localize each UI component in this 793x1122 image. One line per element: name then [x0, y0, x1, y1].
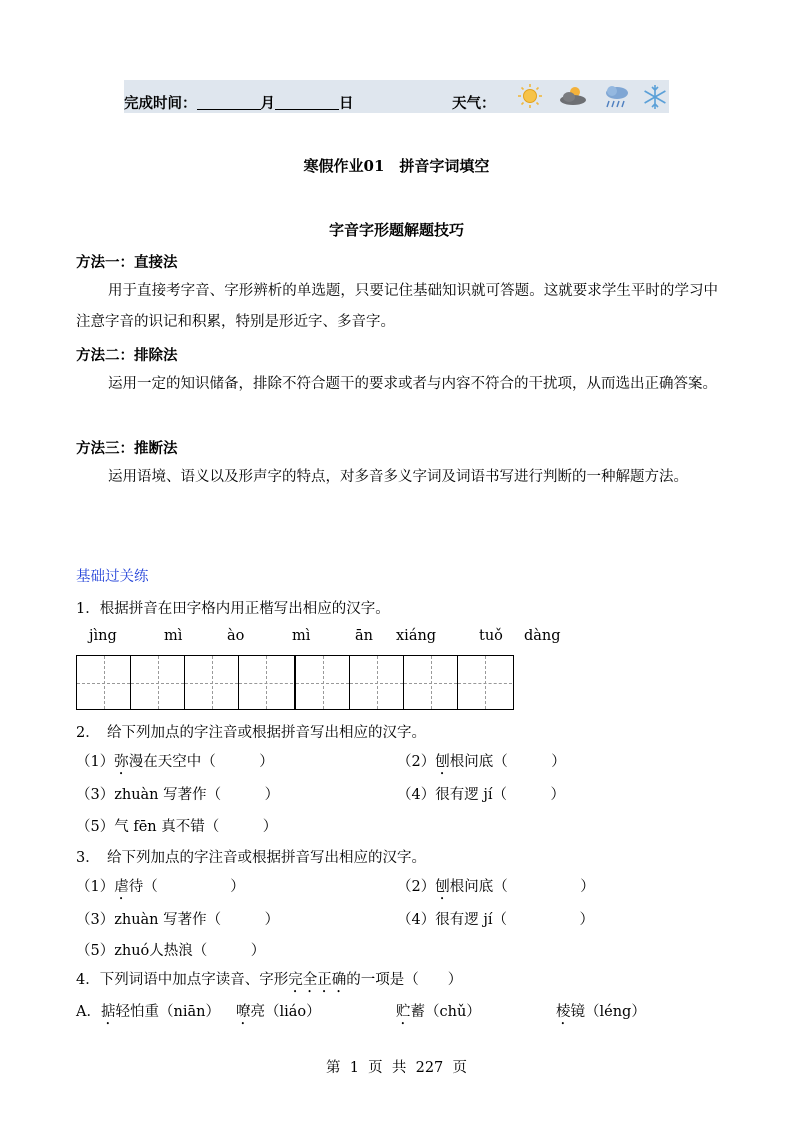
dotted-char: 掂 [100, 1004, 116, 1020]
tianzige-group-1 [76, 655, 295, 710]
q1-pinyin-6: xiáng [396, 628, 437, 644]
q3-item-3: （3）zhuàn 写著作（ ） [76, 912, 280, 928]
q4-option-a-3: 贮蓄（chǔ） [396, 1004, 481, 1020]
tianzige-cell[interactable] [350, 656, 404, 709]
dotted-char: 刨 [435, 879, 450, 895]
sun-icon[interactable] [518, 84, 542, 108]
q1-pinyin-7: tuǒ [479, 628, 503, 644]
tianzige-group-2 [295, 655, 514, 710]
dotted-char: 弥 [114, 754, 129, 770]
q3-item-5: （5）zhuó人热浪（ ） [76, 943, 266, 959]
dotted-char: 虐 [114, 879, 129, 895]
q1-pinyin-1: jìng [89, 628, 117, 644]
tianzige-cell[interactable] [131, 656, 185, 709]
q3-stem: 3． 给下列加点的字注音或根据拼音写出相应的汉字。 [76, 850, 426, 866]
completion-time [124, 92, 354, 113]
q1-pinyin-3: ào [227, 628, 245, 644]
tianzige-cell[interactable] [77, 656, 131, 709]
snowflake-icon[interactable] [645, 85, 666, 109]
cloudy-sun-icon[interactable] [560, 87, 586, 105]
q1-pinyin-5: ān [355, 628, 373, 644]
q1-pinyin-2: mì [164, 628, 183, 644]
method-3-text: 运用语境、语义以及形声字的特点，对多音多义字词及词语书写进行判断的一种解题方法。 [108, 469, 688, 485]
weather-icons [517, 82, 667, 112]
q1-pinyin-4: mì [292, 628, 311, 644]
q3-item-1: （1）虐待（ ） [76, 879, 245, 895]
method-2-text: 运用一定的知识储备，排除不符合题干的要求或者与内容不符合的干扰项，从而选出正确答案。 [108, 376, 717, 392]
method-2-heading: 方法二：排除法 [76, 347, 178, 364]
completion-label: 完成时间： [124, 95, 197, 112]
q3-item-4: （4）很有逻 jí（ ） [397, 912, 594, 928]
q4-option-a-1[interactable]: A．掂轻怕重（niān） [76, 1004, 220, 1020]
rain-icon[interactable] [606, 86, 628, 107]
method-1-heading: 方法一：直接法 [76, 254, 178, 271]
month-label: 月 [260, 95, 275, 112]
q4-option-a-4: 棱镜（léng） [556, 1004, 646, 1020]
q3-item-2: （2）刨根问底（ ） [397, 879, 595, 895]
q4-option-a-2: 嘹亮（liáo） [236, 1004, 321, 1020]
weather-label: 天气： [452, 95, 496, 112]
dotted-char: 刨 [435, 754, 450, 770]
q2-item-1: （1）弥漫在天空中（ ） [76, 754, 274, 770]
day-label: 日 [339, 95, 354, 112]
section-basic-practice: 基础过关练 [76, 569, 149, 585]
dotted-char: 棱 [556, 1004, 571, 1020]
q1-pinyin-8: dàng [524, 628, 561, 644]
page-title: 寒假作业01 拼音字词填空 [303, 157, 490, 175]
q2-item-2: （2）刨根问底（ ） [397, 754, 566, 770]
page-footer: 第 1 页 共 227 页 [326, 1060, 467, 1076]
q2-item-5: （5）气 fēn 真不错（ ） [76, 819, 278, 835]
tianzige-cell[interactable] [404, 656, 458, 709]
q1-stem: 1．根据拼音在田字格内用正楷写出相应的汉字。 [76, 601, 390, 617]
tianzige-cell[interactable] [458, 656, 512, 709]
section-subtitle: 字音字形题解题技巧 [328, 221, 464, 239]
month-blank[interactable] [197, 95, 261, 110]
tianzige-cell[interactable] [239, 656, 293, 709]
day-blank[interactable] [275, 95, 339, 110]
q2-item-3: （3）zhuàn 写著作（ ） [76, 787, 280, 803]
dotted-char: 贮 [396, 1004, 411, 1020]
method-3-heading: 方法三：推断法 [76, 440, 178, 457]
dotted-text: 完全正确 [288, 972, 347, 988]
tianzige-cell[interactable] [296, 656, 350, 709]
dotted-char: 嘹 [236, 1004, 251, 1020]
q2-item-4: （4）很有逻 jí（ ） [397, 787, 565, 803]
q4-stem: 4．下列词语中加点字读音、字形完全正确的一项是（ ） [76, 972, 463, 988]
method-1-text: 用于直接考字音、字形辨析的单选题，只要记住基础知识就可答题。这就要求学生平时的学习中注意字音的识记和积累，特别是形近字、多音字。 [76, 283, 718, 330]
tianzige-cell[interactable] [185, 656, 239, 709]
q2-stem: 2． 给下列加点的字注音或根据拼音写出相应的汉字。 [76, 725, 426, 741]
